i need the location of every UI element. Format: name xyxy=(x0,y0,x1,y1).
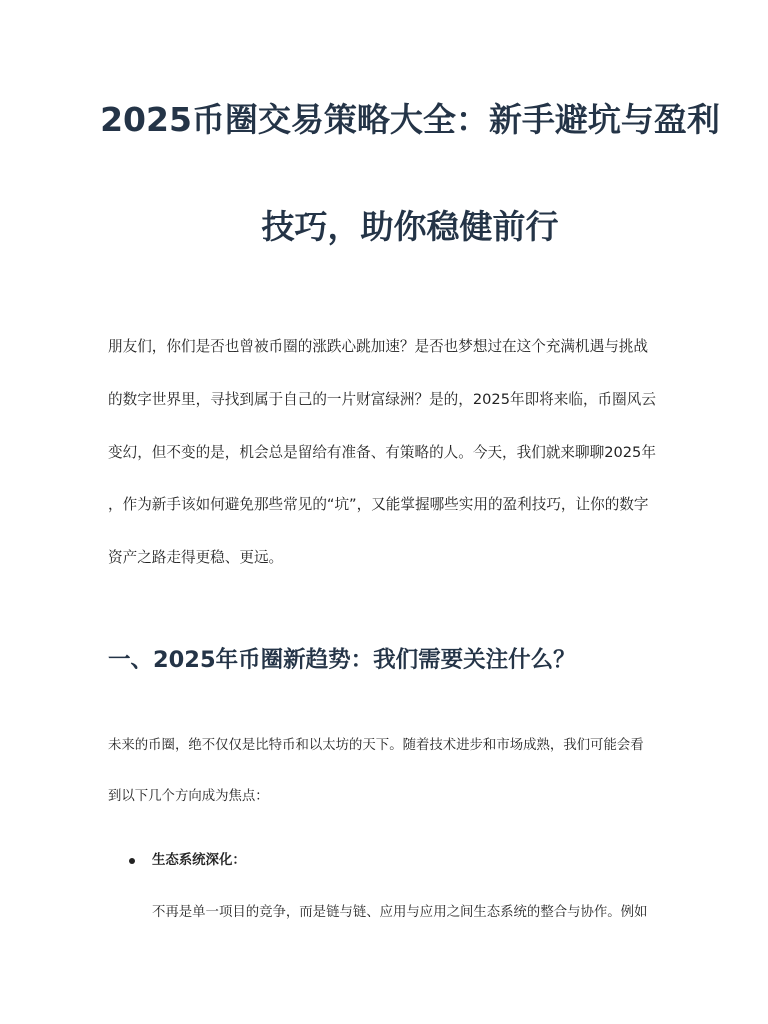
intro-line: 朋友们，你们是否也曾被币圈的涨跌心跳加速？是否也梦想过在这个充满机遇与挑战 xyxy=(108,338,648,355)
intro-line: 变幻，但不变的是，机会总是留给有准备、有策略的人。今天，我们就来聊聊2025年 xyxy=(108,444,656,461)
intro-line: 资产之路走得更稳、更远。 xyxy=(108,549,284,566)
intro-line: 的数字世界里，寻找到属于自己的一片财富绿洲？是的，2025年即将来临，币圈风云 xyxy=(108,391,656,408)
section-1-line: 未来的币圈，绝不仅仅是比特币和以太坊的天下。随着技术进步和市场成熟，我们可能会看 xyxy=(108,738,644,753)
section-1-line: 到以下几个方向成为焦点： xyxy=(108,789,269,804)
section-1-heading: 一、2025年币圈新趋势：我们需要关注什么？ xyxy=(108,647,576,673)
intro-line: ，作为新手该如何避免那些常见的“坑”，又能掌握哪些实用的盈利技巧，让你的数字 xyxy=(108,496,649,513)
bullet-label: 生态系统深化： xyxy=(152,853,246,868)
bullet-dot-icon xyxy=(129,858,135,864)
bullet-text: 不再是单一项目的竞争，而是链与链、应用与应用之间生态系统的整合与协作。例如 xyxy=(152,905,648,920)
document-title-line-1: 2025币圈交易策略大全：新手避坑与盈利 xyxy=(100,100,720,139)
document-title-line-2: 技巧，助你稳健前行 xyxy=(261,207,559,246)
